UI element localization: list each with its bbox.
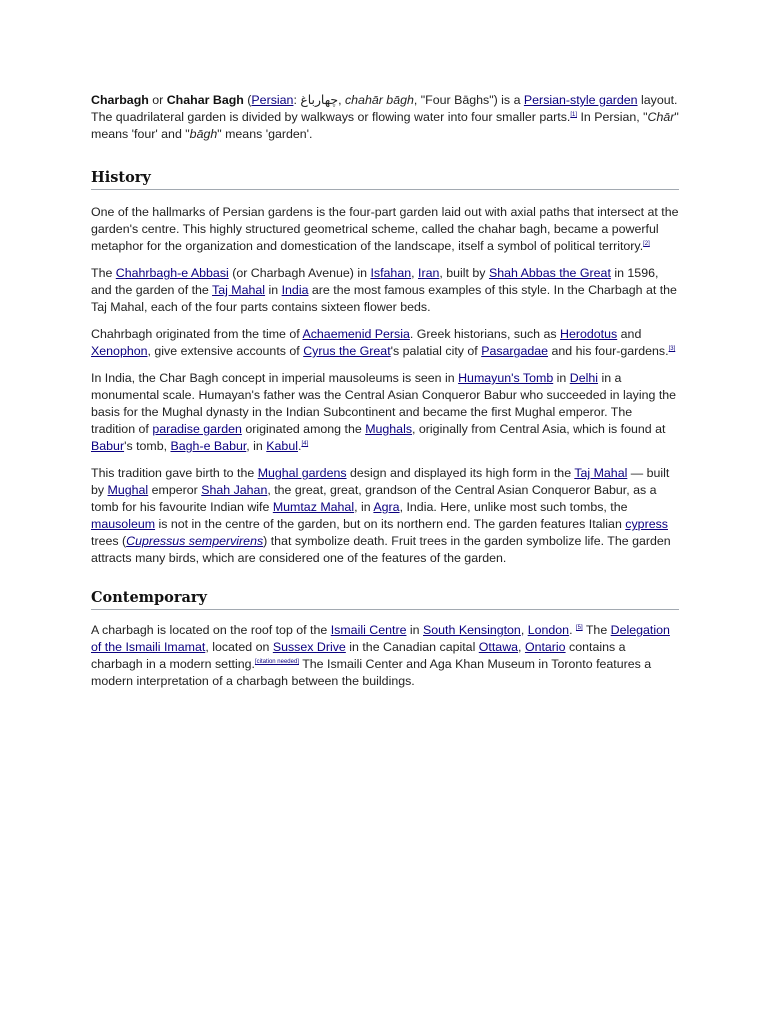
link-cyrus-the-great[interactable]: Cyrus the Great bbox=[303, 344, 391, 358]
history-paragraph-5 bbox=[91, 465, 679, 567]
link-mughal[interactable]: Mughal bbox=[107, 483, 149, 497]
text: originated among the bbox=[241, 422, 366, 436]
transliteration: chahār bāgh bbox=[344, 93, 414, 107]
link-chahrbagh-e-abbasi[interactable]: Chahrbagh-e Abbasi bbox=[115, 266, 229, 280]
link-ismaili-centre[interactable]: Ismaili Centre bbox=[330, 623, 407, 637]
link-kabul[interactable]: Kabul bbox=[266, 439, 298, 453]
text: , bbox=[411, 266, 418, 280]
term-charbagh: Charbagh bbox=[91, 93, 149, 107]
link-cupressus-sempervirens[interactable]: Cupressus sempervirens bbox=[126, 534, 264, 548]
text: , bbox=[520, 623, 528, 637]
word-char: Chār bbox=[647, 110, 675, 124]
link-babur[interactable]: Babur bbox=[91, 439, 125, 453]
link-mughal-gardens[interactable]: Mughal gardens bbox=[257, 466, 347, 480]
text: . Greek historians, such as bbox=[409, 327, 561, 341]
text: , built by bbox=[439, 266, 489, 280]
link-india[interactable]: India bbox=[281, 283, 309, 297]
link-pasargadae[interactable]: Pasargadae bbox=[481, 344, 549, 358]
link-ontario[interactable]: Ontario bbox=[524, 640, 566, 654]
link-london[interactable]: London bbox=[527, 623, 570, 637]
text: " means 'garden'. bbox=[217, 127, 313, 141]
link-mumtaz-mahal[interactable]: Mumtaz Mahal bbox=[272, 500, 355, 514]
text: contains a charbagh in a modern setting. bbox=[91, 640, 626, 671]
text: trees ( bbox=[91, 534, 127, 548]
ref-5-link[interactable]: [5] bbox=[575, 624, 583, 631]
text: The bbox=[582, 623, 611, 637]
text: is not in the centre of the garden, but on its northern end. The garden features Italian bbox=[155, 517, 626, 531]
text: layout. The quadrilateral garden is divided by walkways or flowing water into four smaller parts. bbox=[91, 93, 678, 124]
text: and his four-gardens. bbox=[548, 344, 669, 358]
link-south-kensington[interactable]: South Kensington bbox=[423, 623, 521, 637]
text: — built by bbox=[91, 466, 670, 497]
link-humayuns-tomb[interactable]: Humayun's Tomb bbox=[458, 371, 554, 385]
text: are the most famous examples of this style. In the Charbagh at the Taj Mahal, each of the four parts contains sixteen flower beds. bbox=[91, 283, 677, 314]
link-sussex-drive[interactable]: Sussex Drive bbox=[272, 640, 346, 654]
text: (or Charbagh Avenue) in bbox=[228, 266, 371, 280]
text: in 1596, and the garden of the bbox=[91, 266, 659, 297]
history-paragraph-4 bbox=[91, 370, 679, 455]
text: The bbox=[91, 266, 116, 280]
link-mughals[interactable]: Mughals bbox=[365, 422, 413, 436]
text: , in bbox=[246, 439, 267, 453]
text: ) that symbolize death. Fruit trees in the garden symbolize life. The garden attracts many birds, which are considered one of the features of the garden. bbox=[91, 534, 671, 565]
article-body bbox=[91, 92, 679, 700]
link-delegation-ismaili-imamat[interactable]: Delegation of the Ismaili Imamat bbox=[91, 623, 670, 654]
text: Chahrbagh originated from the time of bbox=[91, 327, 303, 341]
text: 's palatial city of bbox=[390, 344, 482, 358]
term-chahar-bagh: Chahar Bagh bbox=[166, 93, 244, 107]
text: , India. Here, unlike most such tombs, the bbox=[399, 500, 628, 514]
history-paragraph-2 bbox=[91, 265, 679, 316]
link-shah-jahan[interactable]: Shah Jahan bbox=[201, 483, 268, 497]
text: One of the hallmarks of Persian gardens is the four-part garden laid out with axial paths that intersect at the garden's centre. This highly structured geometrical scheme, called the chahar bagh, became a powerful metaphor for the organization and domestication of the landscape, itself a symbol of political territory. bbox=[91, 205, 679, 253]
ref-2-link[interactable]: [2] bbox=[643, 240, 650, 247]
history-paragraph-3 bbox=[91, 326, 679, 360]
text: 's tomb, bbox=[124, 439, 171, 453]
text: . bbox=[569, 623, 576, 637]
text: design and displayed its high form in the bbox=[346, 466, 575, 480]
text: A charbagh is located on the roof top of the bbox=[91, 623, 331, 637]
text: . bbox=[297, 439, 302, 453]
word-bagh: bāgh bbox=[189, 127, 218, 141]
link-shah-abbas[interactable]: Shah Abbas the Great bbox=[488, 266, 611, 280]
text: In India, the Char Bagh concept in imperial mausoleums is seen in bbox=[91, 371, 459, 385]
link-cypress[interactable]: cypress bbox=[625, 517, 668, 531]
link-persian-style-garden[interactable]: Persian-style garden bbox=[523, 93, 638, 107]
text: , the great, great, grandson of the Central Asian Conqueror Babur, as a tomb for his favourite Indian wife bbox=[91, 483, 657, 514]
text: , originally from Central Asia, which is found at bbox=[412, 422, 666, 436]
text: in bbox=[265, 283, 282, 297]
text: emperor bbox=[148, 483, 202, 497]
text: , "Four Bāghs") is a bbox=[413, 93, 524, 107]
contemporary-heading: Contemporary bbox=[91, 589, 679, 610]
persian-script: : چهارباغ, bbox=[293, 93, 345, 107]
contemporary-paragraph-1 bbox=[91, 622, 679, 690]
link-isfahan[interactable]: Isfahan bbox=[370, 266, 412, 280]
ref-3-link[interactable]: [3] bbox=[668, 345, 676, 352]
text: This tradition gave birth to the bbox=[91, 466, 258, 480]
text: The Ismaili Center and Aga Khan Museum in Toronto features a modern interpretation of a charbagh between the buildings. bbox=[91, 657, 652, 688]
link-taj-mahal-2[interactable]: Taj Mahal bbox=[574, 466, 628, 480]
link-taj-mahal[interactable]: Taj Mahal bbox=[212, 283, 266, 297]
text: or bbox=[148, 93, 167, 107]
history-paragraph-1 bbox=[91, 204, 679, 255]
link-achaemenid-persia[interactable]: Achaemenid Persia bbox=[302, 327, 410, 341]
text: " means 'four' and " bbox=[91, 110, 679, 141]
link-xenophon[interactable]: Xenophon bbox=[91, 344, 148, 358]
link-agra[interactable]: Agra bbox=[373, 500, 400, 514]
text: in a monumental scale. Humayan's father was the Central Asian Conqueror Babur who succeeded in laying the basis for the Mughal dynasty in the Indian Subcontinent and became the first Mughal emperor. The tradition of bbox=[91, 371, 677, 436]
link-iran[interactable]: Iran bbox=[418, 266, 440, 280]
text: In Persian, " bbox=[577, 110, 648, 124]
text: , give extensive accounts of bbox=[147, 344, 304, 358]
link-bagh-e-babur[interactable]: Bagh-e Babur bbox=[170, 439, 247, 453]
text: and bbox=[617, 327, 642, 341]
text: in the Canadian capital bbox=[345, 640, 479, 654]
link-persian[interactable]: Persian bbox=[251, 93, 294, 107]
text: , in bbox=[354, 500, 374, 514]
text: , bbox=[518, 640, 525, 654]
ref-4-link[interactable]: [4] bbox=[301, 440, 309, 447]
link-paradise-garden[interactable]: paradise garden bbox=[152, 422, 242, 436]
intro-paragraph bbox=[91, 92, 679, 143]
link-delhi[interactable]: Delhi bbox=[569, 371, 598, 385]
history-heading: History bbox=[91, 169, 679, 190]
text: , located on bbox=[205, 640, 273, 654]
link-mausoleum[interactable]: mausoleum bbox=[91, 517, 156, 531]
link-ottawa[interactable]: Ottawa bbox=[478, 640, 519, 654]
ref-1-link[interactable]: [1] bbox=[570, 111, 577, 118]
text: in bbox=[553, 371, 570, 385]
text: in bbox=[406, 623, 423, 637]
citation-needed-link[interactable]: [citation needed] bbox=[254, 658, 299, 665]
text: ( bbox=[243, 93, 252, 107]
link-herodotus[interactable]: Herodotus bbox=[560, 327, 618, 341]
